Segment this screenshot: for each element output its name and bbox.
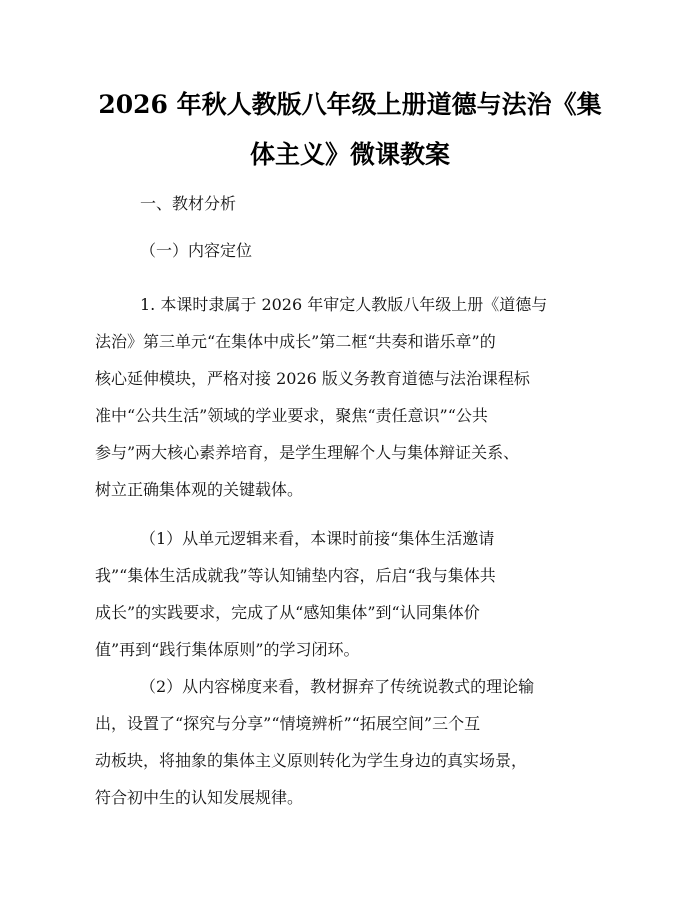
paragraph-line: 树立正确集体观的关键载体。 <box>95 480 304 499</box>
paragraph-line: 参与”两大核心素养培育，是学生理解个人与集体辩证关系、 <box>95 443 520 462</box>
paragraph-2 <box>95 520 615 668</box>
paragraph-line: 核心延伸模块，严格对接 2026 版义务教育道德与法治课程标 <box>95 369 530 388</box>
paragraph-line: 1. 本课时隶属于 2026 年审定人教版八年级上册《道德与 <box>140 295 548 314</box>
document-title <box>95 80 605 180</box>
paragraph-line: 动板块，将抽象的集体主义原则转化为学生身边的真实场景， <box>95 751 528 770</box>
paragraph-line: 准中“公共生活”领域的学业要求，聚焦“责任意识”“公共 <box>95 406 488 425</box>
paragraph-line: 值”再到“践行集体原则”的学习闭环。 <box>95 640 360 659</box>
paragraph-1 <box>95 286 615 508</box>
paragraph-line: 出，设置了“探究与分享”“情境辨析”“拓展空间”三个互 <box>95 714 481 733</box>
section-heading: 一、教材分析 <box>140 194 237 213</box>
title-line-2: 体主义》微课教案 <box>249 140 450 169</box>
paragraph-line: 成长”的实践要求，完成了从“感知集体”到“认同集体价 <box>95 603 480 622</box>
paragraph-3 <box>95 668 615 816</box>
paragraph-line: 我”“集体生活成就我”等认知铺垫内容，后启“我与集体共 <box>95 566 496 585</box>
paragraph-line: 符合初中生的认知发展规律。 <box>95 788 304 807</box>
paragraph-line: （2）从内容梯度来看，教材摒弃了传统说教式的理论输 <box>140 677 535 696</box>
subsection-heading: （一）内容定位 <box>140 241 253 260</box>
paragraph-line: 法治》第三单元“在集体中成长”第二框“共奏和谐乐章”的 <box>95 332 496 351</box>
paragraph-line: （1）从单元逻辑来看，本课时前接“集体生活邀请 <box>140 529 495 548</box>
title-line-1: 2026 年秋人教版八年级上册道德与法治《集 <box>98 90 602 119</box>
